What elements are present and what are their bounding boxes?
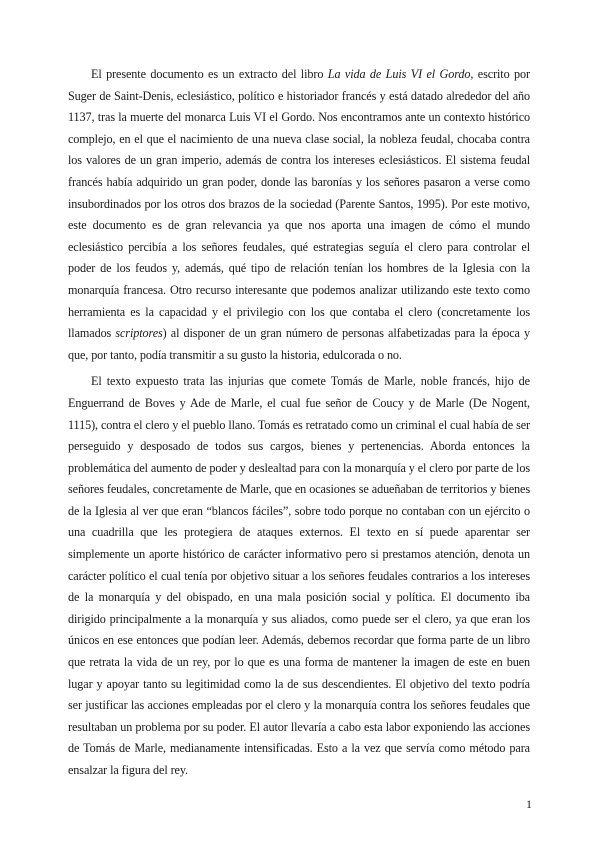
- book-title: La vida de Luis VI el Gordo: [327, 67, 471, 81]
- document-body: [68, 64, 530, 782]
- paragraph-intro-text-2: , escrito por Suger de Saint-Denis, eclesiástico, político e historiador francés y está datado alrededor del año 1137, tras la muerte del monarca Luis VI el Gordo. Nos encontramos ante un contexto histórico complejo, en el que el nacimiento de una nueva clase social, la nobleza feudal, chocaba contra los valores de un gran imperio, además de contra los intereses eclesiásticos. El sistema feudal francés había adquirido un gran poder, donde las baronías y los señores pasaron a verse como insubordinados por los otros dos brazos de la sociedad (Parente Santos, 1995). Por este motivo, este documento es de gran relevancia ya que nos aporta una imagen de cómo el mundo eclesiástico percibía a los señores feudales, qué estrategias seguía el clero para controlar el poder de los feudos y, además, qué tipo de relación tenían los hombres de la Iglesia con la monarquía francesa. Otro recurso interesante que podemos analizar utilizando este texto como herramienta es la capacidad y el privilegio con los que contaba el clero (concretamente los llamados: [68, 67, 530, 341]
- paragraph-intro: [68, 64, 530, 366]
- paragraph-analysis: El texto expuesto trata las injurias que comete Tomás de Marle, noble francés, hijo de Enguerrand de Boves y Ade de Marle, el cual fue señor de Coucy y de Marle (De Nogent, 1115), contra el clero y el pueblo llano. Tomás es retratado como un criminal el cual había de ser perseguido y desposado de todos sus cargos, bienes y pertenencias. Aborda entonces la problemática del aumento de poder y deslealtad para con la monarquía y el clero por parte de los señores feudales, concretamente de Marle, que en ocasiones se adueñaban de territorios y bienes de la Iglesia al ver que eran “blancos fáciles”, sobre todo porque no contaban con un ejército o una cuadrilla que les protegiera de ataques externos. El texto en sí puede aparentar ser simplemente un aporte histórico de carácter informativo pero si prestamos atención, denota un carácter político el cual tenía por objetivo situar a los señores feudales contrarios a los intereses de la monarquía y del obispado, en una mala posición social y política. El documento iba dirigido principalmente a la monarquía y sus aliados, como puede ser el clero, ya que eran los únicos en ese entonces que podían leer. Además, debemos recordar que forma parte de un libro que retrata la vida de un rey, por lo que es una forma de mantener la imagen de este en buen lugar y apoyar tanto su legitimidad como la de sus descendientes. El objetivo del texto podría ser justificar las acciones empleadas por el clero y la monarquía contra los señores feudales que resultaban un problema por su poder. El autor llevaría a cabo esta labor exponiendo las acciones de Tomás de Marle, medianamente intensificadas. Esto a la vez que servía como método para ensalzar la figura del rey.: [68, 374, 530, 777]
- paragraph-intro-text-3: ) al disponer de un gran número de personas alfabetizadas para la época y que, por tanto, podía transmitir a su gusto la historia, edulcorada o no.: [68, 326, 530, 362]
- paragraph-intro-text-1: El presente documento es un extracto del libro: [91, 67, 328, 81]
- page-number: 1: [526, 797, 532, 811]
- scriptores-term: scriptores: [115, 326, 163, 341]
